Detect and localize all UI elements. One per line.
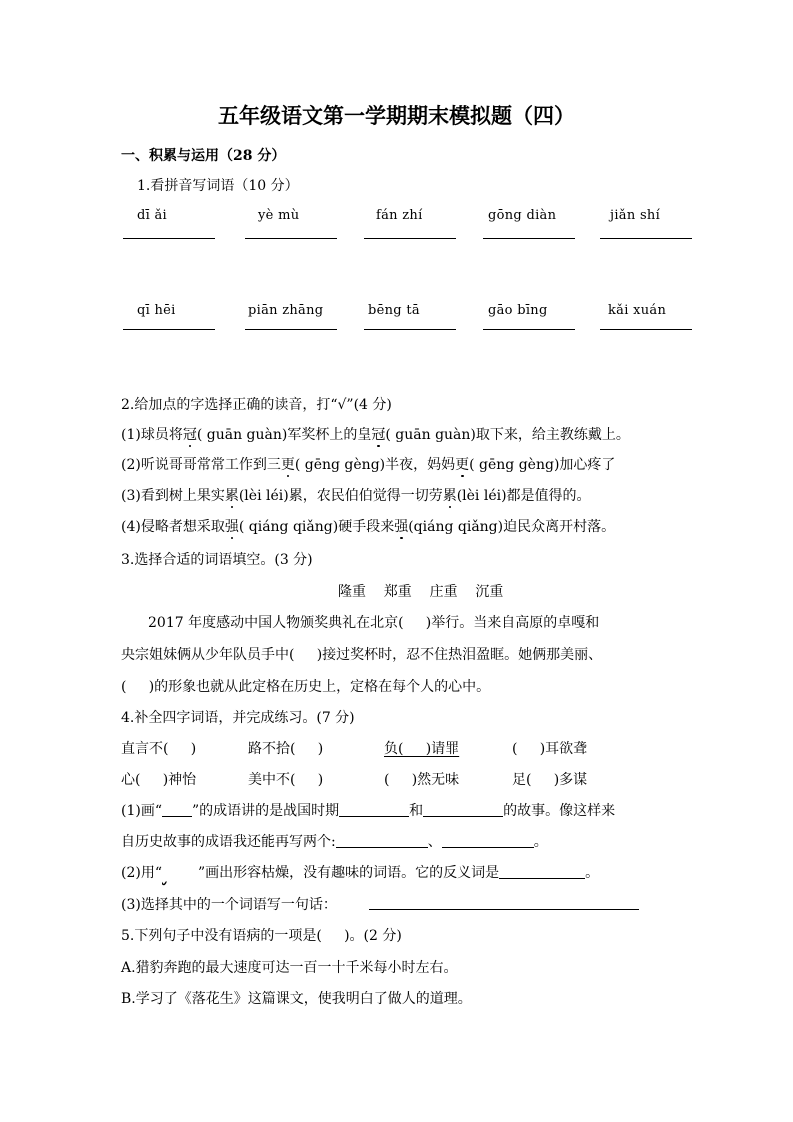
answer-line[interactable]: [483, 238, 575, 239]
pinyin-1-3: fán zhí: [376, 208, 423, 223]
answer-line[interactable]: [123, 329, 215, 330]
q4-sub-1: (1)画“ ”的成语讲的是战国时期 和 的故事。像这样来: [121, 803, 616, 819]
blank-field[interactable]: [339, 802, 409, 817]
q4-heading: 4.补全四字词语，并完成练习。(7 分): [121, 710, 355, 726]
q4-sub-3: (3)选择其中的一个词语写一句话：: [121, 897, 337, 913]
q1-heading: 1.看拼音写词语（10 分）: [137, 178, 299, 194]
idiom-1: 直言不( ): [121, 741, 197, 757]
answer-line[interactable]: [364, 329, 456, 330]
q3-paragraph-1: 2017 年度感动中国人物颁奖典礼在北京( )举行。当来自高原的卓嘎和: [148, 615, 600, 631]
blank-field[interactable]: [499, 864, 585, 879]
q3-heading: 3.选择合适的词语填空。(3 分): [121, 552, 313, 568]
q2-line-1: (1)球员将冠( guān guàn)军奖杯上的皇冠( guān guàn)取下来，给主教练戴上。: [121, 427, 630, 443]
answer-line[interactable]: [245, 329, 337, 330]
pinyin-2-3: bēng tā: [368, 303, 420, 318]
pinyin-2-4: gāo bīng: [488, 303, 548, 318]
underline-sample: [162, 802, 192, 817]
pinyin-1-2: yè mù: [258, 208, 300, 223]
answer-line[interactable]: [245, 238, 337, 239]
answer-line[interactable]: [600, 329, 692, 330]
answer-line[interactable]: [364, 238, 456, 239]
idiom-4: ( )耳欲聋: [512, 741, 588, 757]
page-title: 五年级语文第一学期期末模拟题（四）: [218, 103, 575, 128]
pinyin-2-2: piān zhāng: [248, 303, 324, 318]
q2-line-4: (4)侵略者想采取强( qiáng qiǎng)硬手段来强(qiáng qiǎng)迫民众离开村落。: [121, 519, 616, 535]
q5-option-a[interactable]: A.猎豹奔跑的最大速度可达一百一十千米每小时左右。: [121, 960, 458, 976]
pinyin-1-4: gōng diàn: [488, 208, 557, 223]
sentence-answer-line[interactable]: [369, 909, 639, 910]
word-choices: 隆重 郑重 庄重 沉重: [338, 584, 504, 600]
q4-sub-2: (2)用“ ”画出形容枯燥，没有趣味的词语。它的反义词是 。: [121, 865, 600, 881]
q4-sub-1b: 自历史故事的成语我还能再写两个: 、 。: [121, 834, 548, 850]
idiom-3-underlined: 负( )请罪: [384, 741, 460, 757]
pinyin-2-1: qī hēi: [137, 303, 176, 318]
idiom-7: ( )然无味: [384, 772, 460, 788]
idiom-5: 心( )神怡: [121, 772, 197, 788]
section-heading: 一、积累与运用（28 分）: [121, 148, 286, 164]
q5-heading: 5.下列句子中没有语病的一项是( )。(2 分): [121, 928, 402, 944]
q3-paragraph-2: 央宗姐妹俩从少年队员手中( )接过奖杯时，忍不住热泪盈眶。她俩那美丽、: [121, 647, 603, 663]
blank-field[interactable]: [423, 802, 503, 817]
pinyin-1-1: dī ǎi: [137, 208, 168, 223]
answer-line[interactable]: [600, 238, 692, 239]
q5-option-b[interactable]: B.学习了《落花生》这篇课文，使我明白了做人的道理。: [121, 991, 472, 1007]
q2-line-2: (2)听说哥哥常常工作到三更( gēng gèng)半夜，妈妈更( gēng gèng)加心疼了: [121, 457, 616, 473]
blank-field[interactable]: [442, 833, 534, 848]
blank-field[interactable]: [336, 833, 428, 848]
idiom-2: 路不拾( ): [248, 741, 324, 757]
q3-paragraph-3: ( )的形象也就从此定格在历史上，定格在每个人的心中。: [121, 679, 491, 695]
answer-line[interactable]: [123, 238, 215, 239]
idiom-6: 美中不( ): [248, 772, 324, 788]
q2-heading: 2.给加点的字选择正确的读音，打“√”(4 分): [121, 397, 392, 413]
idiom-8: 足( )多谋: [512, 772, 588, 788]
pinyin-2-5: kǎi xuán: [608, 303, 667, 318]
answer-line[interactable]: [483, 329, 575, 330]
pinyin-1-5: jiǎn shí: [610, 208, 661, 223]
q2-line-3: (3)看到树上果实累(lèi léi)累，农民伯伯觉得一切劳累(lèi léi)都是值得的。: [121, 488, 591, 504]
wavy-line-sample: [162, 865, 198, 881]
